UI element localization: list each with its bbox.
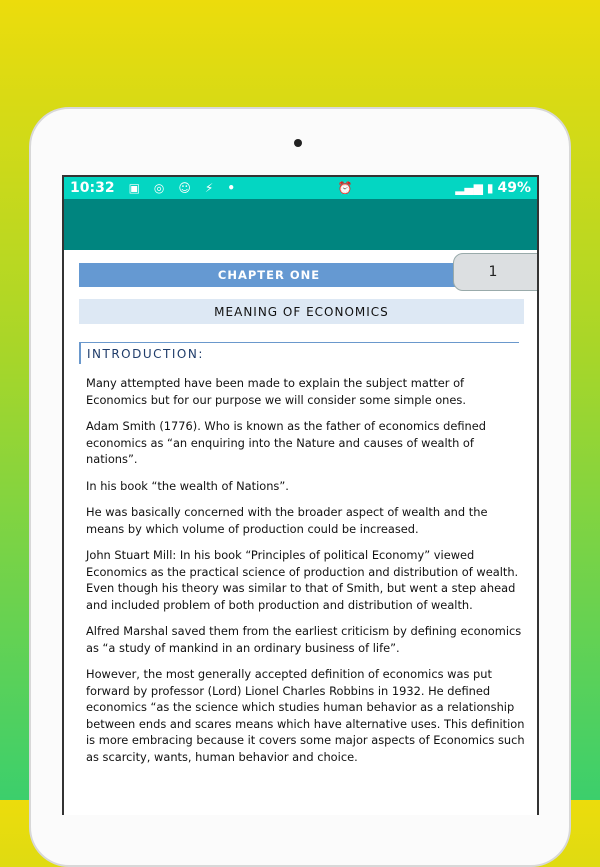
battery-icon: ▮ <box>486 181 494 195</box>
status-bar <box>64 177 537 199</box>
page-number-badge[interactable]: 1 <box>453 253 539 291</box>
paragraph: John Stuart Mill: In his book “Principles of political Economy” viewed Economics as the practical science of production and distribution of wealth. Even though his theory was similar to that of Smith, but went a step ahead and included problem of both production and distribution of wealth. <box>86 548 519 612</box>
content-body <box>86 375 526 775</box>
app-icon: ☺ <box>178 181 191 195</box>
section-title: MEANING OF ECONOMICS <box>79 299 524 324</box>
chapter-title: CHAPTER ONE <box>79 263 459 287</box>
paragraph: Many attempted have been made to explain the subject matter of Economics but for our purpose we will consider some simple ones. <box>86 376 466 407</box>
battery-level: 49% <box>497 180 532 196</box>
heading: INTRODUCTION: <box>79 342 519 364</box>
app-bar <box>64 199 537 250</box>
dot-icon: • <box>227 181 236 195</box>
paragraph: In his book “the wealth of Nations”. <box>86 478 289 493</box>
charging-icon: ⚡ <box>204 181 214 195</box>
hotspot-icon: ◎ <box>153 181 165 195</box>
alarm-icon: ⏰ <box>337 181 353 195</box>
screen <box>62 175 539 815</box>
paragraph: He was basically concerned with the broader aspect of wealth and the means by which volume of production could be increased. <box>86 505 488 536</box>
signal-icon: ▂▄▆ <box>455 181 483 195</box>
paragraph: Alfred Marshal saved them from the earliest criticism by defining economics as “a study of mankind in an ordinary business of life”. <box>86 624 522 655</box>
paragraph: However, the most generally accepted definition of economics was put forward by professor (Lord) Lionel Charles Robbins in 1932. He defined economics “as the science which studies human behavior as a relationship between ends and scares means which have alternative uses. This definition is more embracing because it covers some major aspects of Economics such as scarcity, wants, human behavior and choice. <box>86 667 525 764</box>
time: 10:32 <box>70 180 115 196</box>
camera <box>294 139 302 147</box>
screenshot-icon: ▣ <box>128 181 140 195</box>
paragraph: Adam Smith (1776). Who is known as the father of economics defined economics as “an enquiring into the Nature and causes of wealth of nations”. <box>86 419 486 466</box>
